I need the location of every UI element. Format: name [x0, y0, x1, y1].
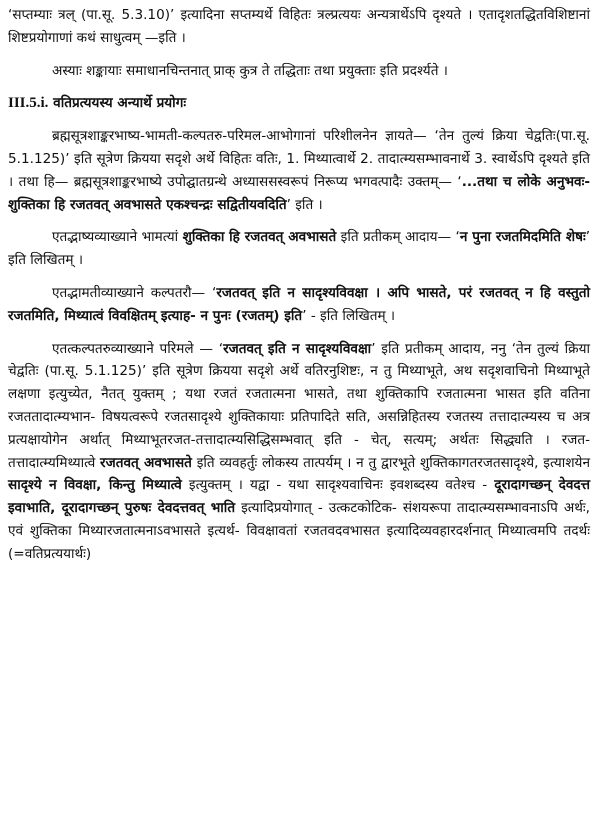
p5-bold-b: रजतवत् इति न सादृश्यविवक्षा । अपि भासते, परं रजतवत् न हि वस्तुतो रजतमिति, मिथ्यात्वं विवक्षितम् इत्याह- न पुनः (रजतम्) इति: [8, 284, 590, 324]
p6-text-i: इत्यादिप्रयोगात् - उत्कटकोटिक- संशयरूपा तादात्म्यसम्भावनाऽपि अर्थः, एवं शुक्तिका मिथ्यारजतात्मनाऽवभासते इत्यर्थ- विवक्षावतां रजतवदवभासत इत्यादिव्यवहारदर्शनात् मिथ्यात्वमपि तदर्थः (=वतिप्रत्ययार्थः): [8, 500, 590, 562]
paragraph-5: [8, 282, 590, 328]
p6-bold-b: रजतवत् इति न सादृश्यविवक्षा: [223, 340, 372, 357]
section-title: वतिप्रत्ययस्य अन्यार्थे प्रयोगः: [48, 95, 187, 112]
p6-bold-d: रजतवत् अवभासते: [100, 454, 192, 471]
p6-text-a: एतत्कल्पतरुव्याख्याने परिमले — ‘: [52, 340, 224, 357]
paragraph-3: [8, 125, 590, 216]
paragraph-1: [8, 4, 590, 50]
p6-bold-f: सादृश्ये न विवक्षा, किन्तु मिथ्यात्वे: [8, 477, 182, 494]
paragraph-6: [8, 338, 590, 566]
paragraph-2: [8, 60, 590, 83]
p4-bold-d: न पुना रजतमिदमिति शेषः: [459, 229, 586, 246]
p4-bold-b: शुक्तिका हि रजतवत् अवभासते: [182, 229, 337, 246]
p4-text-c: इति प्रतीकम् आदाय— ‘: [336, 229, 460, 246]
p4-text-e: ’ इति लिखितम् ।: [8, 229, 591, 269]
p6-bold-h: दूरादागच्छन् देवदत्त इवाभाति, दूरादागच्छन् पुरुषः देवदत्तवत् भाति: [8, 477, 591, 517]
section-heading: [8, 92, 590, 115]
p3-text-c: ’ इति ।: [286, 196, 323, 213]
paragraph-4: [8, 226, 590, 272]
p2-text: अस्याः शङ्कायाः समाधानचिन्तनात् प्राक् कुत्र ते तद्धिताः तथा प्रयुक्ताः इति प्रदर्श्यते ।: [52, 62, 448, 79]
p6-text-e: इति व्यवहर्तुः लोकस्य तात्पर्यम् । न तु द्वारभूते शुक्तिकागतरजतसादृश्ये, इत्याशयेन: [191, 454, 590, 471]
p5-text-c: ’ - इति लिखितम् ।: [302, 307, 396, 324]
p1-text: ‘सप्तम्याः त्रल् (पा.सू. 5.3.10)’ इत्यादिना सप्तम्यर्थे विहितः त्रल्प्रत्ययः अन्यत्रार्थेऽपि दृश्यते । एतादृशतद्धितविशिष्टानां शिष्टप्रयोगाणां कथं साधुत्वम् —इति ।: [8, 7, 590, 46]
p3-text-a: ब्रह्मसूत्रशाङ्करभाष्य-भामती-कल्पतरु-परिमल-आभोगानां परिशीलनेन ज्ञायते— ‘तेन तुल्यं क्रिया चेद्वतिः(पा.सू. 5.1.125)’ इति सूत्रेण क्रियया सदृशे अर्थे विहितः वतिः, 1. मिथ्यात्वार्थे 2. तादात्म्यसम्भावनार्थे 3. स्वार्थेऽपि दृश्यते इति । तथा हि— ब्रह्मसूत्रशाङ्करभाष्ये उपोद्घातग्रन्थे अध्याससस्वरूपं निरूप्य भगवत्पादैः उक्तम्— ‘: [8, 128, 590, 190]
p6-text-g: इत्युक्तम् । यद्वा - यथा सादृश्यवाचिनः इवशब्दस्य वतेश्च -: [181, 477, 495, 494]
section-number: III.5.i.: [8, 95, 49, 112]
p4-text-a: एतद्भाष्यव्याख्याने भामत्यां: [52, 229, 183, 246]
p3-quote-bold: ...तथा च लोके अनुभवः- शुक्तिका हि रजतवत् अवभासते एकश्चन्द्रः सद्वितीयवदिति: [8, 173, 590, 213]
p6-text-c: ’ इति प्रतीकम् आदाय, ननु ‘तेन तुल्यं क्रिया चेद्वतिः (पा.सू. 5.1.125)’ इति सूत्रेण क्रियया सदृशे अर्थे वतिरनुशिष्टः, न तु मिथ्याभूते, अथ सदृशवाचिनो मिथ्याभूते लक्षणा इत्युच्येत, नैतत् युक्तम् ; यथा रजतं रजतात्मना भासते, तथा शुक्तिकापि रजतात्मना भासत इति वतिना रजततादात्म्यभान- विषयत्वरूपे रजतसादृश्ये शुक्तिकायाः प्रतिपादिते सति, असन्निहितस्य रजतस्य तत्तादात्म्यस्य च अत्र प्रत्यक्षायोगेन अर्थात् मिथ्याभूतरजत-तत्तादात्म्यसिद्धिसम्भवात् इति - चेत्, सत्यम्; अर्थतः सिद्ध्यति । रजत-तत्तादात्म्यमिथ्यात्वे: [8, 340, 590, 471]
p5-text-a: एतद्भामतीव्याख्याने कल्पतरौ— ‘: [52, 284, 217, 301]
